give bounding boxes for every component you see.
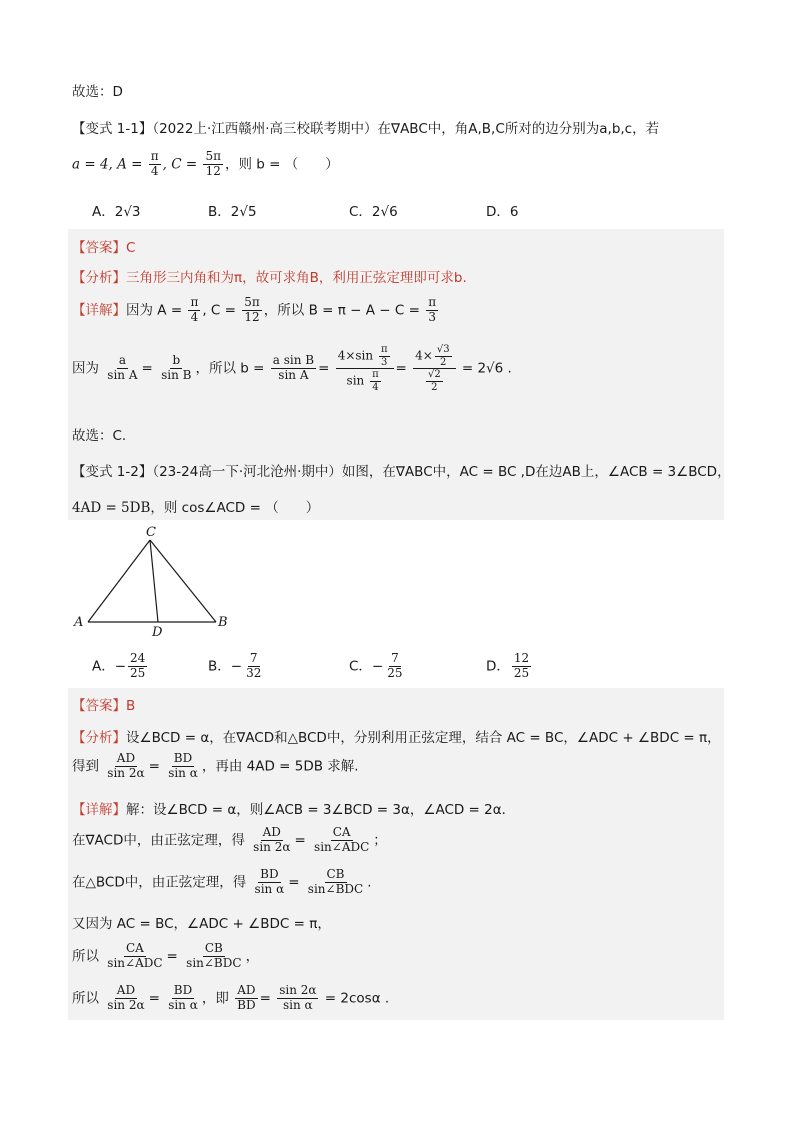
option-a-2: A．− $\frac{24}{25}$	[92, 651, 146, 680]
triangle-figure	[70, 524, 240, 642]
vertex-a: A	[74, 615, 84, 630]
variant-tag: 【变式 1-1】	[72, 121, 153, 137]
option-c: C．2√6	[349, 204, 398, 220]
variant-1-1-question	[72, 117, 659, 137]
variant-intro: （2022上·江西赣州·高三校联考期中）在∇ABC中，角A,B,C所对的边分别为a,b,c，若	[152, 121, 660, 137]
variant-1-2-line2: 4AD = 5DB，则 cos∠ACD = （ ）	[72, 500, 320, 516]
option-d: D．6	[486, 204, 519, 220]
detail-2-line6: 所以 $\frac{AD}{\sin 2\alpha}$ = $\frac{BD}{\text{sin α}}$ ，即 $\frac{AD}{BD}$ = $\frac{\sin 2\alpha}{\text{sin α}}$ = 2cosα .	[72, 983, 390, 1012]
variant-1-2-question	[72, 460, 731, 480]
detail-1-end: 故选：C.	[72, 428, 127, 444]
detail-2-line4: 又因为 AC = BC，∠ADC + ∠BDC = π，	[72, 916, 331, 932]
frac-pi-4: $\frac{\pi}{4}$	[150, 149, 159, 178]
analysis-2-line2: 得到 $\frac{AD}{\sin 2\alpha}$ = $\frac{BD}{\text{sin α}}$ ，再由 4AD = 5DB 求解.	[72, 751, 359, 780]
detail-tag: 【详解】	[72, 302, 126, 319]
vertex-d: D	[152, 625, 163, 640]
analysis-text: 三角形三内角和为π，故可求角B，利用正弦定理即可求b.	[126, 270, 467, 286]
detail-2-line3: 在△BCD中，由正弦定理，得 $\frac{BD}{\text{sin α}}$ = $\frac{CB}{\text{sin∠BDC}}$ .	[72, 867, 372, 896]
variant-intro-2: （23-24高一下·河北沧州·期中）如图，在∇ABC中，AC = BC ,D在边AB上，∠ACB = 3∠BCD，	[152, 464, 731, 480]
solution-box-1	[68, 229, 724, 452]
option-c-2: C．− $\frac{7}{25}$	[349, 651, 403, 680]
vertex-c: C	[146, 525, 156, 540]
analysis-tag: 【分析】	[72, 270, 126, 286]
given-c: , C =	[162, 156, 198, 173]
given-a: a = 4, A =	[72, 156, 143, 173]
detail-2-line5: 所以 $\frac{CA}{\text{sin∠ADC}}$ = $\frac{CB}{\text{sin∠BDC}}$ ，	[72, 941, 260, 970]
detail-1-line1: 【详解】因为 A = $\frac{\pi}{4}$ , C = $\frac{5\pi}{12}$ ，所以 B = π − A − C = $\frac{\pi}{3}$	[72, 295, 437, 324]
analysis-2-line1: 【分析】设∠BCD = α，在∇ACD和△BCD中，分别利用正弦定理，结合 AC = BC，∠ADC + ∠BDC = π，	[72, 730, 721, 746]
ask-b: ，则 b = （ ）	[225, 156, 339, 173]
option-d-2: D． $\frac{12}{25}$	[486, 651, 530, 680]
detail-2-line1: 【详解】解：设∠BCD = α，则∠ACB = 3∠BCD = 3α，∠ACD = 2α．	[72, 802, 516, 818]
frac-5pi-12: $\frac{5\pi}{12}$	[205, 149, 221, 178]
answer-value-2: B	[126, 698, 136, 714]
answer-tag: 【答案】	[72, 240, 126, 256]
answer-value: C	[126, 240, 136, 256]
vertex-b: B	[218, 615, 228, 630]
option-b-2: B．− $\frac{7}{32}$	[208, 651, 262, 680]
detail-2-line2: 在∇ACD中，由正弦定理，得 $\frac{AD}{\sin 2\alpha}$ = $\frac{CA}{\text{sin∠ADC}}$ ；	[72, 825, 387, 854]
variant-tag-2: 【变式 1-2】	[72, 464, 153, 480]
variant-1-1-given	[72, 150, 339, 179]
analysis-1	[72, 266, 467, 286]
answer-line-prev: 故选：D	[72, 84, 123, 100]
option-a: A．2√3	[92, 204, 141, 220]
answer-1	[72, 236, 135, 256]
option-b: B．2√5	[208, 204, 257, 220]
detail-1-line2: 因为 $\frac{a}{\text{sin A}}$ = $\frac{b}{\text{sin B}}$ ，所以 b = $\frac{\text{a sin B}}{\text{sin A}}$ = 4×sin $\frac{\pi}{3}$ sin $\frac{\pi}{4}$ = 4× $\frac{√3}{2}$ $\frac{√2}{2}$ = 2√6 .	[72, 344, 512, 393]
answer-2: 【答案】B	[72, 698, 136, 714]
